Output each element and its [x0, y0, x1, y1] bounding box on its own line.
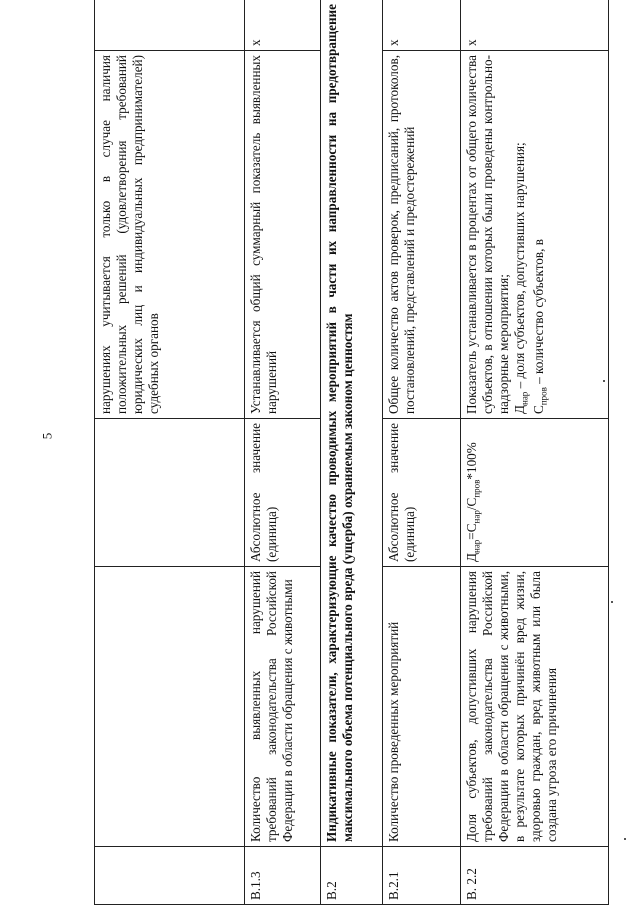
row-formula: $Д_{нар}=С_{нар}/С_{пров}*100\%$: [461, 419, 609, 567]
legend-line: $Д_{нар}$ – доля субъектов, допустивших нарушения;: [512, 142, 530, 414]
indicators-table: [94, 0, 609, 905]
continuation-text: нарушениях учитывается только в случае наличия положительных решений (удовлетворения требований юридических лиц и индивидуальных предпринимателей) судебных органов: [95, 51, 245, 419]
row-unit: Абсолютное значение (единица): [383, 419, 461, 567]
table-cell: [95, 567, 245, 847]
table-cell: [95, 419, 245, 567]
row-unit: Абсолютное значение (единица): [245, 419, 321, 567]
section-code: В.2: [321, 847, 383, 905]
scan-speck: [603, 380, 605, 382]
scan-speck: [624, 838, 626, 840]
table-row: [461, 0, 609, 905]
row-mark: х: [245, 0, 321, 51]
row-code: В.1.3: [245, 847, 321, 905]
description-main: Показатель устанавливается в процентах от общего количества субъектов, в отношении которых были проведены контрольно-надзорные мероприятия;: [464, 55, 512, 414]
legend-line: $С_{пров}$ – количество субъектов, в: [530, 239, 549, 414]
row-description: Устанавливается общий суммарный показатель выявленных нарушений: [245, 51, 321, 419]
row-code: В.2.1: [383, 847, 461, 905]
row-description: [461, 51, 609, 419]
row-description: Общее количество актов проверок, предписаний, протоколов, постановлений, представлений и предостережений: [383, 51, 461, 419]
row-name: Количество выявленных нарушений требований законодательства Российской Федерации в области обращения с животными: [245, 567, 321, 847]
table-row: [245, 0, 321, 905]
page-number: 5: [39, 432, 55, 440]
table-cell: [95, 0, 245, 51]
section-row: [321, 0, 383, 905]
table-cell: [95, 847, 245, 905]
table-row-continuation: [95, 0, 245, 905]
row-name: Доля субъектов, допустивших нарушения требований законодательства Российской Федерации в области обращения с животными, в результате которых причинён вред жизни, здоровью граждан, вред животным или была создана угроза его причинения: [461, 567, 609, 847]
row-mark: х: [461, 0, 609, 51]
section-title: Индикативные показатели, характеризующие качество проводимых мероприятий в части их направленности на предотвращение максимального объема потенциального вреда (ущерба) охраняемым законом ценностям: [321, 0, 383, 847]
table-row: [383, 0, 461, 905]
rotated-page: [86, 0, 606, 905]
scan-speck: [611, 601, 613, 603]
row-code: В. 2.2: [461, 847, 609, 905]
row-mark: х: [383, 0, 461, 51]
row-name: Количество проведенных мероприятий: [383, 567, 461, 847]
